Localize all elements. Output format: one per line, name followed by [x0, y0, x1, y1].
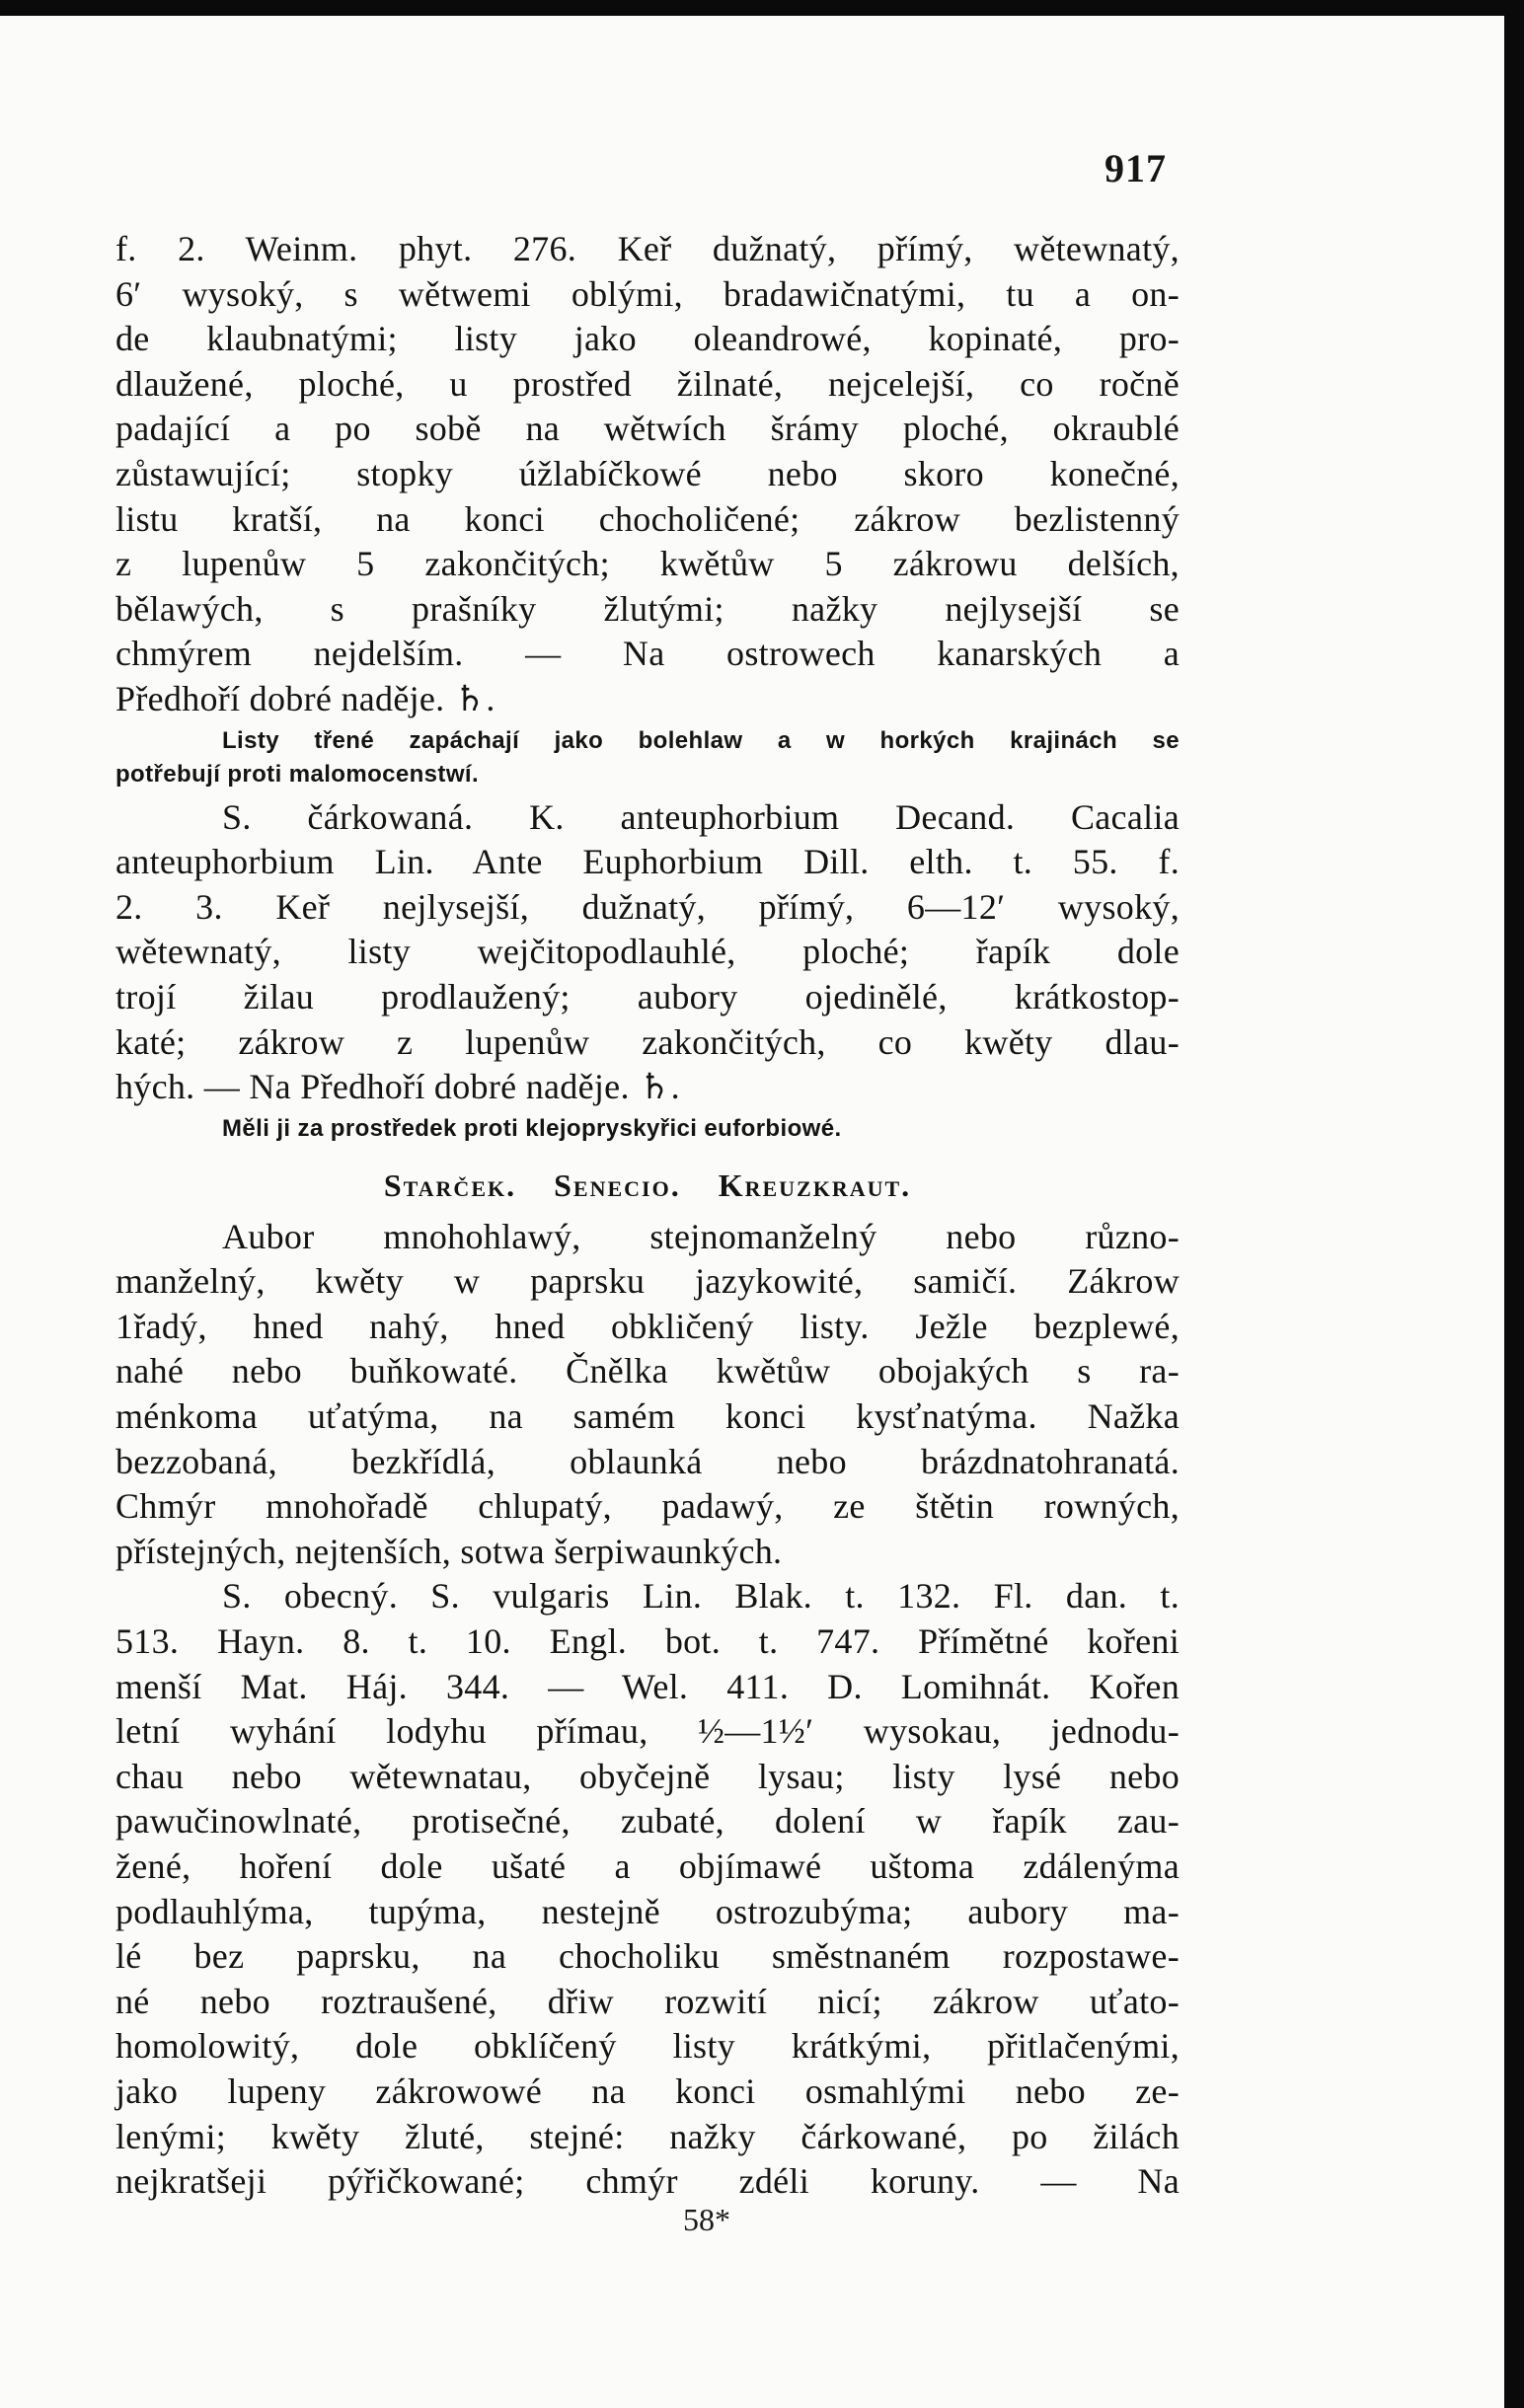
text-line: přístejných, nejtenších, sotwa šerpiwaunkých.: [115, 1531, 783, 1571]
text-line: letní wyhání lodyhu přímau, ½—1½′ wysokau, jednodu-: [115, 1711, 1180, 1752]
text-line: padající a po sobě na wětwích šrámy ploché, okraublé: [115, 409, 1180, 449]
text-line: podlauhlýma, tupýma, nestejně ostrozubýma; aubory ma-: [115, 1891, 1180, 1931]
text-line: de klaubnatými; listy jako oleandrowé, kopinaté, pro-: [115, 319, 1180, 359]
page-number: 917: [1105, 146, 1167, 190]
heading-czech: Starček.: [383, 1166, 517, 1203]
text-line: dlaužené, ploché, u prostřed žilnaté, nejcelejší, co ročně: [115, 363, 1180, 404]
text-line: trojí žilau prodlaužený; aubory ojedinělé, krátkostop-: [115, 976, 1180, 1016]
note-2: [115, 1112, 1180, 1146]
paragraph-1: [115, 227, 1180, 722]
text-line: z lupenůw 5 zakončitých; kwětůw 5 zákrowu delších,: [115, 544, 1180, 584]
text-line: chmýrem nejdelším. — Na ostrowech kanarských a: [115, 634, 1180, 674]
text-line: 513. Hayn. 8. t. 10. Engl. bot. t. 747. Přímětné kořeni: [115, 1621, 1180, 1662]
text-line: né nebo roztraušené, dřiw rozwití nicí; zákrow uťato-: [115, 1981, 1180, 2021]
heading-latin: Senecio.: [554, 1166, 681, 1203]
paragraph-4: [115, 1574, 1180, 2204]
text-line: menší Mat. Háj. 344. — Wel. 411. D. Lomihnát. Kořen: [115, 1666, 1180, 1706]
note-line: Měli ji za prostředek proti klejopryskyřici euforbiowé.: [222, 1114, 842, 1142]
paragraph-2: [115, 795, 1180, 1110]
text-line: hých. — Na Předhoří dobré naděje. ♄.: [115, 1067, 680, 1107]
text-line: nejkratšeji pýřičkowané; chmýr zdéli koruny. — Na: [115, 2161, 1180, 2202]
note-line: Listy třené zapáchají jako bolehlaw a w horkých krajinách se: [222, 726, 1180, 754]
text-line: bělawých, s prašníky žlutými; nažky nejlysejší se: [115, 588, 1180, 629]
text-line: žené, hoření dole ušaté a objímawé uštoma zdálenýma: [115, 1846, 1180, 1886]
text-line: anteuphorbium Lin. Ante Euphorbium Dill. elth. t. 55. f.: [115, 842, 1180, 882]
text-line: S. obecný. S. vulgaris Lin. Blak. t. 132. Fl. dan. t.: [222, 1576, 1180, 1617]
text-line: lenými; kwěty žluté, stejné: nažky čárkowané, po žilách: [115, 2116, 1180, 2156]
text-line: lé bez paprsku, na chocholiku směstnaném rozpostawe-: [115, 1936, 1180, 1977]
text-line: nahé nebo buňkowaté. Čnělka kwětůw obojakých s ra-: [115, 1351, 1180, 1392]
note-1: [115, 724, 1180, 791]
printer-signature: 58*: [683, 2201, 730, 2237]
text-line: 6′ wysoký, s wětwemi oblými, bradawičnatými, tu a on-: [115, 273, 1180, 314]
genus-heading: [115, 1156, 1180, 1215]
text-line: bezzobaná, bezkřídlá, oblaunká nebo brázdnatohranatá.: [115, 1441, 1180, 1481]
text-line: listu kratší, na konci chocholičené; zákrow bezlistenný: [115, 498, 1180, 539]
text-line: ménkoma uťatýma, na samém konci kysťnatýma. Nažka: [115, 1396, 1180, 1437]
text-line: 2. 3. Keř nejlysejší, dužnatý, přímý, 6—12′ wysoký,: [115, 886, 1180, 927]
page-text: [115, 227, 1180, 2244]
text-line: chau nebo wětewnatau, obyčejně lysau; listy lysé nebo: [115, 1756, 1180, 1796]
text-line: pawučinowlnaté, protisečné, zubaté, dolení w řapík zau-: [115, 1801, 1180, 1842]
text-line: katé; zákrow z lupenůw zakončitých, co kwěty dlau-: [115, 1021, 1180, 1062]
text-line: wětewnatý, listy wejčitopodlauhlé, ploché; řapík dole: [115, 932, 1180, 972]
paragraph-3: [115, 1215, 1180, 1575]
heading-german: Kreuzkraut.: [718, 1166, 912, 1203]
text-line: Chmýr mnohořadě chlupatý, padawý, ze štětin rowných,: [115, 1486, 1180, 1527]
text-line: f. 2. Weinm. phyt. 276. Keř dužnatý, přímý, wětewnatý,: [115, 229, 1180, 268]
text-line: 1řadý, hned nahý, hned obkličený listy. Ježle bezplewé,: [115, 1306, 1180, 1346]
text-line: homolowitý, dole obklíčený listy krátkými, přitlačenými,: [115, 2026, 1180, 2067]
text-line: S. čárkowaná. K. anteuphorbium Decand. Cacalia: [222, 796, 1180, 837]
text-line: jako lupeny zákrowowé na konci osmahlými nebo ze-: [115, 2070, 1180, 2111]
note-line: potřebují proti malomocenstwí.: [115, 760, 480, 788]
text-line: Předhoří dobré naděje. ♄.: [115, 678, 495, 718]
text-line: manželný, kwěty w paprsku jazykowité, samičí. Zákrow: [115, 1261, 1180, 1302]
text-line: Aubor mnohohlawý, stejnomanželný nebo různo-: [222, 1216, 1180, 1256]
text-line: zůstawující; stopky úžlabíčkowé nebo skoro konečné,: [115, 453, 1180, 493]
